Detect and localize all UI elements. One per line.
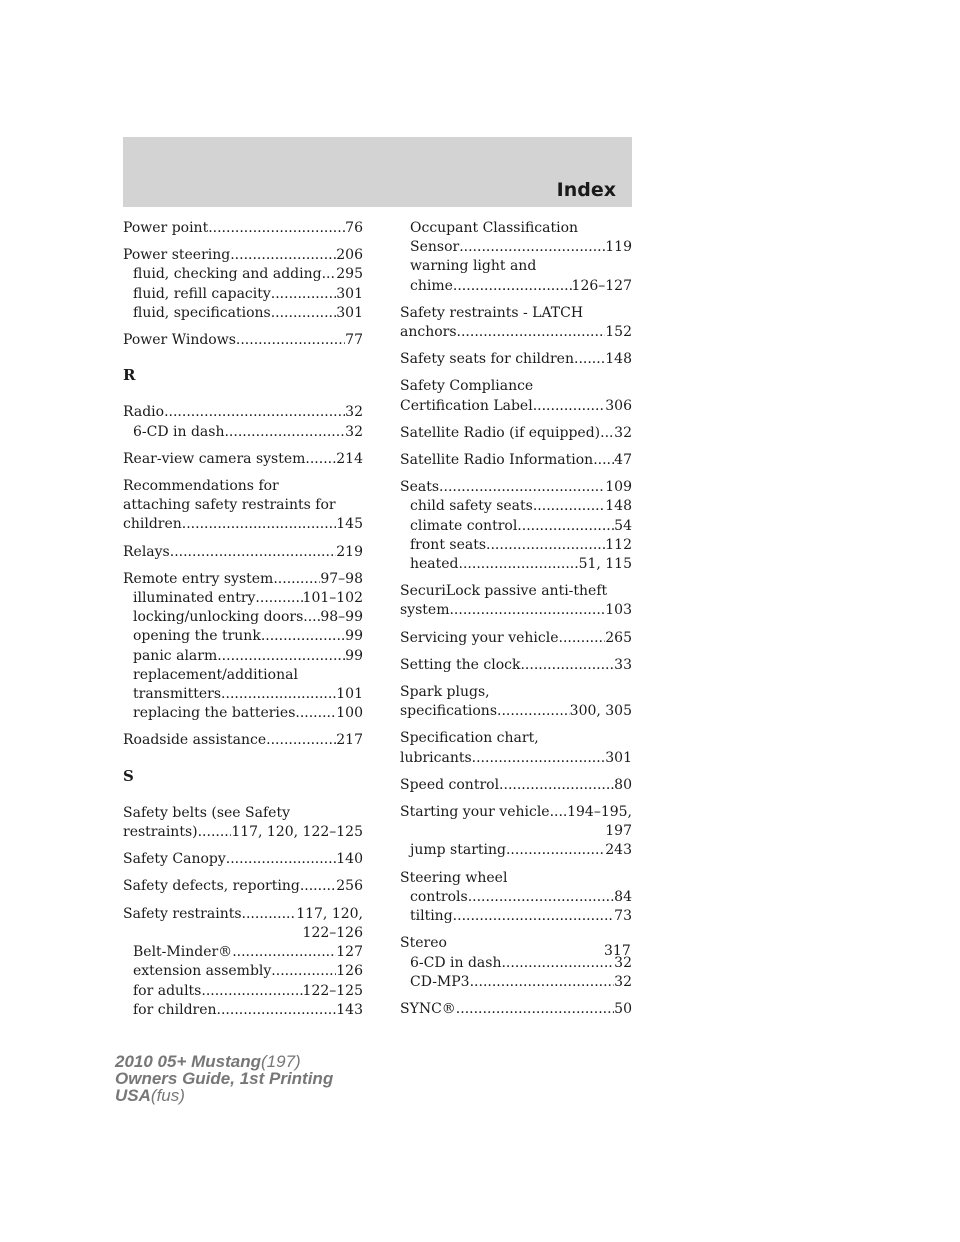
dot-leader bbox=[217, 1001, 337, 1020]
index-term: system bbox=[400, 602, 450, 619]
dot-leader bbox=[550, 803, 568, 822]
index-page-ref: 194–195, bbox=[567, 804, 632, 821]
index-subentry-line bbox=[400, 238, 632, 257]
index-page-ref: 148 bbox=[605, 498, 632, 515]
section-letter-r: R bbox=[123, 366, 136, 385]
index-term: for children bbox=[133, 1001, 217, 1018]
index-page-ref: 256 bbox=[336, 878, 363, 895]
index-page-ref: 54 bbox=[614, 517, 632, 534]
dot-leader bbox=[470, 973, 615, 992]
index-page-ref: 32 bbox=[345, 423, 363, 440]
dot-leader bbox=[459, 555, 579, 574]
index-entry-text: Stereo bbox=[400, 935, 447, 952]
index-subentry-line bbox=[400, 907, 632, 926]
index-page-ref: 127 bbox=[336, 944, 363, 961]
index-page-ref: 122–125 bbox=[302, 982, 363, 999]
index-entry-line bbox=[400, 601, 632, 620]
index-term: controls bbox=[410, 888, 468, 905]
index-entry-line bbox=[400, 478, 632, 497]
index-subentry-line bbox=[123, 608, 363, 627]
index-page-ref: 265 bbox=[605, 629, 632, 646]
index-term: restraints) bbox=[123, 824, 198, 841]
index-term: fluid, checking and adding bbox=[133, 266, 322, 283]
index-term: lubricants bbox=[400, 749, 472, 766]
index-page-ref: 84 bbox=[614, 888, 632, 905]
dot-leader bbox=[468, 888, 614, 907]
index-subentry-line bbox=[123, 962, 363, 981]
index-page-ref: 97–98 bbox=[320, 570, 363, 587]
index-term: Safety Canopy bbox=[123, 851, 226, 868]
dot-leader bbox=[242, 905, 297, 924]
index-page-ref: 32 bbox=[614, 973, 632, 990]
index-term: SYNC® bbox=[400, 1000, 456, 1017]
dot-leader bbox=[236, 331, 345, 350]
index-entry bbox=[123, 850, 363, 869]
dot-leader bbox=[273, 570, 320, 589]
index-entry bbox=[400, 304, 632, 342]
index-entry-line bbox=[123, 905, 363, 924]
dot-leader bbox=[271, 285, 337, 304]
index-entry bbox=[400, 377, 632, 415]
index-term: Safety restraints bbox=[123, 905, 242, 922]
index-term: Power Windows bbox=[123, 332, 236, 349]
index-page-ref: 99 bbox=[345, 647, 363, 664]
dot-leader bbox=[559, 629, 606, 648]
dot-leader bbox=[303, 608, 320, 627]
dot-leader bbox=[208, 219, 345, 238]
index-term: Radio bbox=[123, 404, 165, 421]
index-subentry-text: warning light and bbox=[410, 258, 537, 275]
dot-leader bbox=[226, 850, 337, 869]
index-page-ref: 101–102 bbox=[302, 590, 363, 607]
index-entry bbox=[400, 803, 632, 861]
index-term: Relays bbox=[123, 543, 170, 560]
dot-leader bbox=[224, 423, 345, 442]
index-entry-line bbox=[400, 776, 632, 795]
dot-leader bbox=[170, 543, 337, 562]
dot-leader bbox=[295, 704, 336, 723]
index-term: chime bbox=[410, 277, 453, 294]
dot-leader bbox=[449, 601, 605, 620]
index-entry bbox=[123, 570, 363, 724]
index-entry-line bbox=[400, 451, 632, 470]
index-entry bbox=[400, 776, 632, 795]
index-entry-text: Spark plugs, bbox=[400, 684, 490, 701]
index-subentry-line bbox=[123, 589, 363, 608]
index-subentry-line bbox=[400, 517, 632, 536]
footer-imprint bbox=[115, 1053, 333, 1104]
index-subentry-line bbox=[400, 277, 632, 296]
index-entry-line bbox=[400, 702, 632, 721]
index-term: fluid, refill capacity bbox=[133, 285, 271, 302]
index-page-ref: 33 bbox=[614, 656, 632, 673]
index-term: Belt-Minder® bbox=[133, 944, 233, 961]
index-entry-line bbox=[123, 850, 363, 869]
index-page-ref: 206 bbox=[336, 247, 363, 264]
index-entry-line bbox=[400, 656, 632, 675]
index-entry bbox=[400, 934, 632, 992]
index-subentry-line bbox=[123, 423, 363, 442]
dot-leader bbox=[255, 589, 302, 608]
dot-leader bbox=[271, 962, 336, 981]
index-term: Roadside assistance bbox=[123, 732, 267, 749]
dot-leader bbox=[182, 515, 336, 534]
index-term: opening the trunk bbox=[133, 628, 261, 645]
index-subentry-line bbox=[123, 982, 363, 1001]
index-page-ref: 76 bbox=[345, 220, 363, 236]
index-entry bbox=[123, 905, 363, 1020]
index-term: replacing the batteries bbox=[133, 705, 296, 722]
index-entry bbox=[123, 731, 363, 750]
index-entry-line bbox=[123, 450, 363, 469]
index-page-ref: 50 bbox=[614, 1000, 632, 1017]
dot-leader bbox=[232, 943, 336, 962]
index-entry bbox=[123, 450, 363, 469]
index-page-ref: 143 bbox=[336, 1001, 363, 1018]
index-page-ref: 301 bbox=[605, 749, 632, 766]
index-term: front seats bbox=[410, 536, 487, 553]
index-entry bbox=[123, 403, 363, 441]
footer-guide: Owners Guide, 1st Printing bbox=[115, 1069, 334, 1088]
index-page-ref: 214 bbox=[336, 450, 363, 467]
index-entry bbox=[123, 331, 363, 350]
entry-group-s bbox=[123, 804, 363, 1020]
index-column-right bbox=[400, 219, 632, 1027]
index-entry-line bbox=[400, 323, 632, 342]
index-term: specifications bbox=[400, 703, 498, 720]
index-term: anchors bbox=[400, 324, 457, 341]
index-subentry-text: Occupant Classification bbox=[410, 220, 579, 236]
index-term: 6-CD in dash bbox=[133, 423, 225, 440]
index-term: locking/unlocking doors bbox=[133, 609, 304, 626]
entry-group-p bbox=[123, 219, 363, 350]
index-entry bbox=[400, 869, 632, 927]
index-entry-text: Steering wheel bbox=[400, 869, 508, 886]
index-term: Speed control bbox=[400, 776, 500, 793]
index-page-ref: 51, 115 bbox=[578, 556, 632, 573]
index-entry bbox=[400, 656, 632, 675]
index-term: transmitters bbox=[133, 686, 222, 703]
index-page-ref: 117, 120, bbox=[296, 905, 363, 922]
footer-model: 2010 05+ Mustang bbox=[115, 1052, 261, 1071]
index-entry bbox=[400, 451, 632, 470]
index-subentry-line bbox=[123, 647, 363, 666]
dot-leader bbox=[456, 1000, 614, 1019]
index-term: Power point bbox=[123, 220, 209, 236]
index-entry bbox=[123, 477, 363, 535]
index-entry-text: Safety restraints - LATCH bbox=[400, 304, 584, 321]
index-subentry-line bbox=[400, 954, 632, 973]
index-entry bbox=[123, 877, 363, 896]
dot-leader bbox=[574, 350, 605, 369]
dot-leader bbox=[533, 497, 605, 516]
index-term: illuminated entry bbox=[133, 590, 256, 607]
index-entry-text: attaching safety restraints for bbox=[123, 497, 336, 514]
index-page-continuation: 197 bbox=[605, 823, 632, 840]
index-entry-line bbox=[123, 219, 363, 238]
index-subentry-line bbox=[123, 627, 363, 646]
index-page-ref: 301 bbox=[336, 285, 363, 302]
index-term: children bbox=[123, 516, 182, 533]
dot-leader bbox=[305, 450, 336, 469]
index-entry bbox=[400, 478, 632, 574]
index-term: Satellite Radio (if equipped) bbox=[400, 424, 601, 441]
index-page-ref: 126–127 bbox=[571, 277, 632, 294]
index-entry-line bbox=[123, 570, 363, 589]
index-term: panic alarm bbox=[133, 647, 218, 664]
index-subentry-line bbox=[123, 685, 363, 704]
index-entry bbox=[400, 582, 632, 620]
dot-leader bbox=[520, 656, 614, 675]
index-page-ref: 300, 305 bbox=[569, 703, 632, 720]
index-page-ref: 101 bbox=[336, 686, 363, 703]
entry-group-r bbox=[123, 403, 363, 750]
index-page-ref: 32 bbox=[614, 424, 632, 441]
index-page-ref: 119 bbox=[605, 239, 632, 256]
index-page-ref: 243 bbox=[605, 842, 632, 859]
dot-leader bbox=[439, 478, 605, 497]
index-term: jump starting bbox=[410, 842, 506, 859]
index-term: Safety seats for children bbox=[400, 351, 574, 368]
index-term: fluid, specifications bbox=[133, 304, 271, 321]
index-entry-text: Recommendations for bbox=[123, 478, 279, 495]
dot-leader bbox=[221, 685, 336, 704]
index-subentry-line bbox=[400, 497, 632, 516]
index-term: child safety seats bbox=[410, 498, 533, 515]
section-letter-s: S bbox=[123, 766, 134, 785]
index-entry-line bbox=[400, 749, 632, 768]
index-term: tilting bbox=[410, 908, 453, 925]
index-entry bbox=[400, 729, 632, 767]
index-page-ref: 148 bbox=[605, 351, 632, 368]
dot-leader bbox=[453, 277, 572, 296]
dot-leader bbox=[486, 536, 605, 555]
footer-model-code: (197) bbox=[261, 1052, 301, 1071]
index-subentry-line bbox=[400, 973, 632, 992]
index-term: climate control bbox=[410, 517, 518, 534]
index-page-ref: 47 bbox=[614, 452, 632, 469]
index-entry-line bbox=[123, 823, 363, 842]
index-entry bbox=[400, 219, 632, 296]
page-number: 317 bbox=[604, 943, 631, 959]
index-entry-line bbox=[123, 877, 363, 896]
index-subentry-text: replacement/additional bbox=[133, 666, 298, 683]
index-term: Safety defects, reporting bbox=[123, 878, 300, 895]
dot-leader bbox=[459, 238, 605, 257]
index-entry-line bbox=[400, 397, 632, 416]
index-entry-line bbox=[123, 543, 363, 562]
index-entry-line bbox=[123, 246, 363, 265]
index-entry-line bbox=[400, 803, 632, 822]
index-term: CD-MP3 bbox=[410, 973, 470, 990]
index-entry-text: Safety Compliance bbox=[400, 378, 534, 395]
dot-leader bbox=[201, 982, 302, 1001]
index-page-ref: 145 bbox=[336, 516, 363, 533]
index-subentry-line bbox=[400, 888, 632, 907]
dot-leader bbox=[230, 246, 336, 265]
index-entry-line bbox=[123, 731, 363, 750]
dot-leader bbox=[501, 954, 614, 973]
index-entry-line bbox=[123, 331, 363, 350]
dot-leader bbox=[472, 749, 606, 768]
dot-leader bbox=[600, 424, 614, 443]
index-term: extension assembly bbox=[133, 963, 272, 980]
dot-leader bbox=[517, 517, 614, 536]
index-page-ref: 80 bbox=[614, 776, 632, 793]
index-entry bbox=[400, 629, 632, 648]
index-page-ref: 117, 120, 122–125 bbox=[231, 824, 363, 841]
index-subentry-line bbox=[123, 285, 363, 304]
dot-leader bbox=[506, 841, 605, 860]
footer-market-code: (fus) bbox=[150, 1086, 185, 1105]
dot-leader bbox=[198, 823, 232, 842]
index-entry bbox=[123, 543, 363, 562]
index-entry bbox=[400, 1000, 632, 1019]
index-entry bbox=[123, 804, 363, 842]
index-term: Satellite Radio Information bbox=[400, 452, 594, 469]
index-page-ref: 217 bbox=[336, 732, 363, 749]
page-title: Index bbox=[556, 179, 616, 201]
index-column-left bbox=[123, 219, 363, 1028]
index-subentry-line bbox=[123, 704, 363, 723]
index-page-ref: 77 bbox=[345, 332, 363, 349]
index-subentry-line bbox=[123, 1001, 363, 1020]
header-band bbox=[123, 137, 632, 207]
index-entry-line bbox=[400, 424, 632, 443]
index-page-ref: 103 bbox=[605, 602, 632, 619]
index-term: Starting your vehicle bbox=[400, 804, 550, 821]
dot-leader bbox=[266, 731, 336, 750]
index-entry bbox=[400, 350, 632, 369]
index-page-ref: 152 bbox=[605, 324, 632, 341]
footer-market: USA bbox=[115, 1086, 151, 1105]
index-subentry-line bbox=[400, 555, 632, 574]
index-entry bbox=[400, 683, 632, 721]
index-entry-line bbox=[400, 350, 632, 369]
index-page-ref: 126 bbox=[336, 963, 363, 980]
dot-leader bbox=[271, 304, 337, 323]
index-term: heated bbox=[410, 556, 459, 573]
entry-group-right bbox=[400, 219, 632, 1019]
index-term: Sensor bbox=[410, 239, 460, 256]
dot-leader bbox=[499, 776, 614, 795]
index-page-ref: 112 bbox=[605, 536, 632, 553]
index-term: for adults bbox=[133, 982, 202, 999]
index-entry-line bbox=[400, 629, 632, 648]
index-subentry-line bbox=[400, 536, 632, 555]
index-page-ref: 140 bbox=[336, 851, 363, 868]
index-entry-line bbox=[123, 515, 363, 534]
index-page-ref: 219 bbox=[336, 543, 363, 560]
dot-leader bbox=[261, 627, 345, 646]
index-entry bbox=[123, 246, 363, 323]
index-term: Certification Label bbox=[400, 397, 533, 414]
index-page-ref: 73 bbox=[614, 908, 632, 925]
index-entry-text: SecuriLock passive anti-theft bbox=[400, 583, 608, 600]
index-page-ref: 109 bbox=[605, 479, 632, 496]
index-term: Remote entry system bbox=[123, 570, 274, 587]
dot-leader bbox=[300, 877, 336, 896]
index-entry-text: Safety belts (see Safety bbox=[123, 804, 290, 821]
index-page-ref: 295 bbox=[336, 266, 363, 283]
dot-leader bbox=[497, 702, 570, 721]
index-term: Servicing your vehicle bbox=[400, 629, 559, 646]
index-entry bbox=[400, 424, 632, 443]
dot-leader bbox=[593, 451, 614, 470]
index-term: Power steering bbox=[123, 247, 231, 264]
index-entry-text: Specification chart, bbox=[400, 730, 539, 747]
dot-leader bbox=[533, 397, 606, 416]
index-page-ref: 32 bbox=[614, 954, 632, 971]
index-page-ref: 306 bbox=[605, 397, 632, 414]
index-subentry-line bbox=[400, 841, 632, 860]
index-term: Rear-view camera system bbox=[123, 450, 306, 467]
index-entry bbox=[123, 219, 363, 238]
dot-leader bbox=[457, 323, 606, 342]
index-page-ref: 98–99 bbox=[320, 609, 363, 626]
dot-leader bbox=[164, 403, 345, 422]
index-page-ref: 100 bbox=[336, 705, 363, 722]
dot-leader bbox=[217, 647, 345, 666]
index-term: Setting the clock bbox=[400, 656, 521, 673]
dot-leader bbox=[322, 265, 337, 284]
index-page-continuation: 122–126 bbox=[302, 924, 363, 941]
index-entry-line bbox=[400, 1000, 632, 1019]
index-term: Seats bbox=[400, 479, 440, 496]
index-subentry-line bbox=[123, 304, 363, 323]
dot-leader bbox=[453, 907, 615, 926]
index-entry-line bbox=[123, 403, 363, 422]
index-page-ref: 99 bbox=[345, 628, 363, 645]
index-page-ref: 32 bbox=[345, 404, 363, 421]
index-term: 6-CD in dash bbox=[410, 954, 502, 971]
index-subentry-line bbox=[123, 265, 363, 284]
index-subentry-line bbox=[123, 943, 363, 962]
index-page-ref: 301 bbox=[336, 304, 363, 321]
